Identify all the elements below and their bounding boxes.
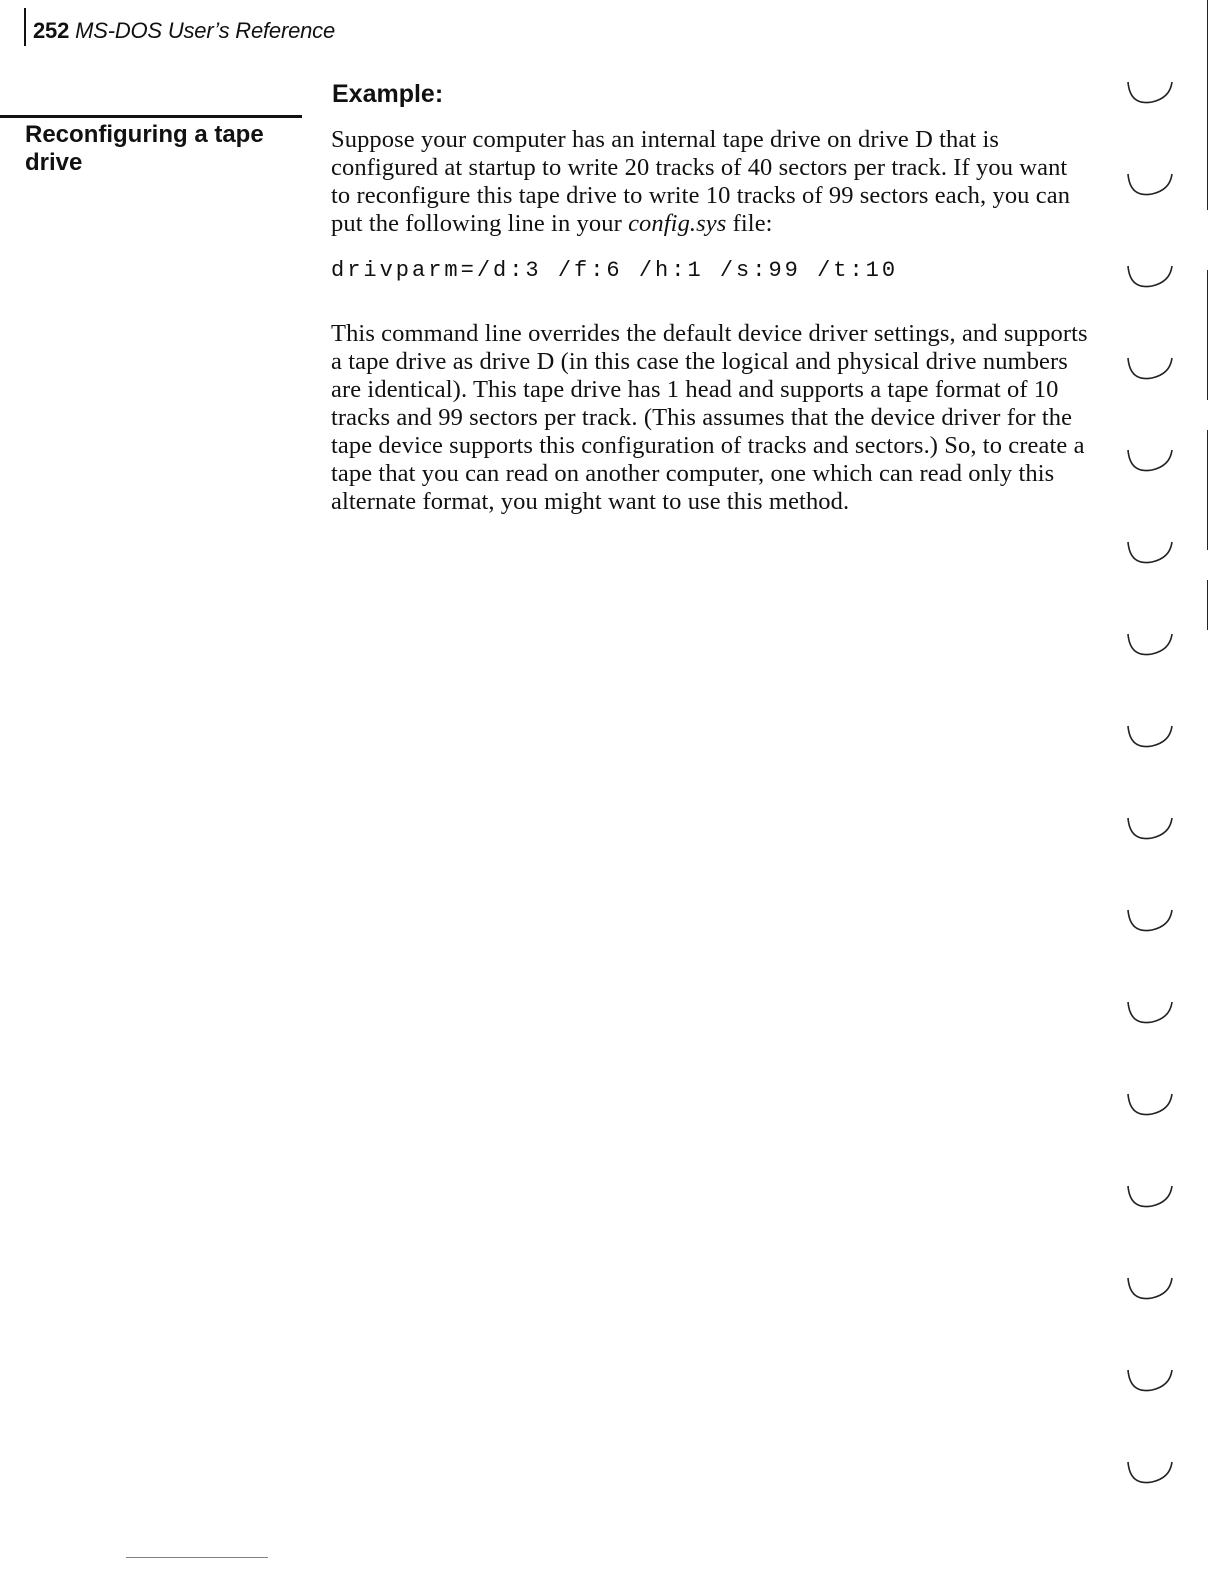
paragraph-intro-end: file: bbox=[726, 210, 773, 237]
binder-hole-mark bbox=[1128, 1094, 1172, 1115]
book-title: MS-DOS User’s Reference bbox=[75, 18, 335, 43]
margin-edge-line bbox=[1207, 580, 1208, 630]
binder-hole-mark bbox=[1128, 450, 1172, 471]
sidebar-heading: Reconfiguring a tape drive bbox=[25, 121, 264, 176]
paragraph-intro bbox=[331, 126, 1091, 238]
binder-hole-mark bbox=[1128, 910, 1172, 931]
binder-hole-mark bbox=[1128, 818, 1172, 839]
binder-hole-mark bbox=[1128, 1370, 1172, 1391]
config-filename: config.sys bbox=[628, 210, 727, 237]
header-vertical-rule bbox=[24, 8, 26, 46]
command-line: drivparm=/d:3 /f:6 /h:1 /s:99 /t:10 bbox=[331, 258, 899, 283]
paragraph-intro-text: Suppose your computer has an internal tape drive on drive D that is configured at startup to write 20 tracks of 40 sectors per track. If you want to reconfigure this tape drive to write 10 tracks of 99 sectors each, you can put the following line in your bbox=[331, 126, 1071, 237]
binder-hole-mark bbox=[1128, 266, 1172, 287]
binder-hole-mark bbox=[1128, 174, 1172, 195]
running-head bbox=[33, 18, 335, 44]
binder-hole-mark bbox=[1128, 634, 1172, 655]
margin-edge-line bbox=[1207, 0, 1208, 210]
paragraph-explanation: This command line overrides the default device driver settings, and supports a tape drive as drive D (in this case the logical and physical drive numbers are identical). This tape drive has 1 head and supports a tape format of 10 tracks and 99 sectors per track. (This assumes that the device driver for the tape device supports this configuration of tracks and sectors.) So, to create a tape that you can read on another computer, one which can read only this alternate format, you might want to use this method. bbox=[331, 320, 1088, 515]
binder-holes bbox=[1120, 70, 1180, 1510]
binder-hole-mark bbox=[1128, 1278, 1172, 1299]
binder-hole-mark bbox=[1128, 82, 1172, 103]
binder-hole-mark bbox=[1128, 358, 1172, 379]
example-heading: Example: bbox=[332, 80, 444, 108]
margin-edge-line bbox=[1207, 430, 1208, 550]
margin-edge-line bbox=[1207, 270, 1208, 400]
binder-hole-mark bbox=[1128, 726, 1172, 747]
binder-hole-mark bbox=[1128, 1462, 1172, 1483]
binder-hole-mark bbox=[1128, 542, 1172, 563]
binder-hole-mark bbox=[1128, 1002, 1172, 1023]
page-number: 252 bbox=[33, 18, 70, 43]
footer-rule bbox=[126, 1557, 268, 1558]
sidebar-rule bbox=[0, 115, 302, 118]
binder-hole-mark bbox=[1128, 1186, 1172, 1207]
